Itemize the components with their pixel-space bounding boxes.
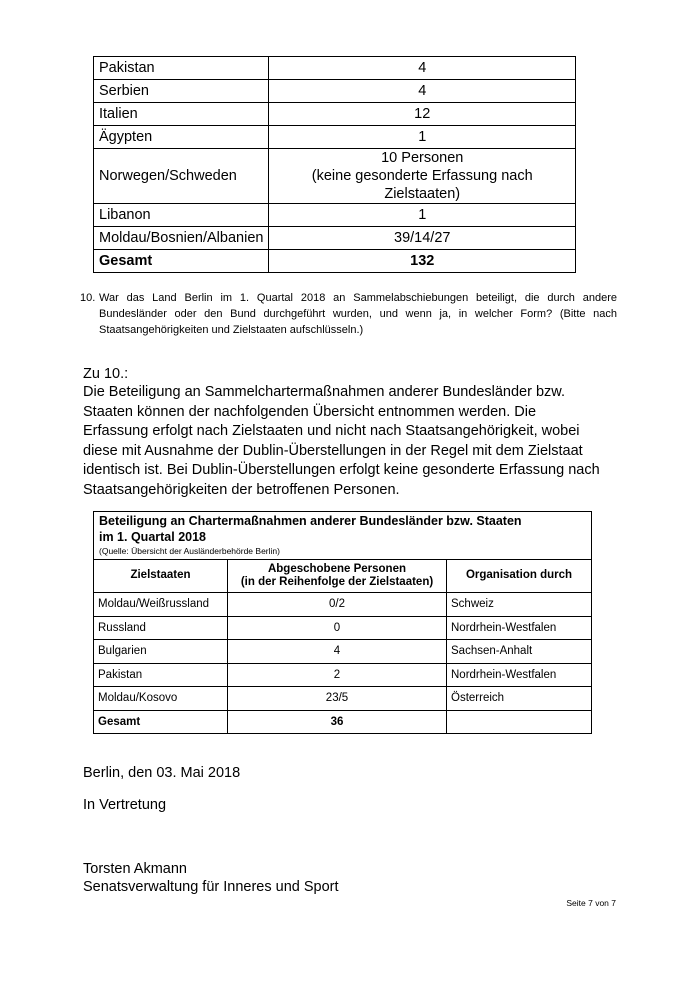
target-cell: Moldau/Kosovo <box>94 687 228 711</box>
table-row <box>94 80 576 103</box>
total-label: Gesamt <box>94 250 269 273</box>
header-zielstaaten: Zielstaaten <box>94 560 228 593</box>
total-value: 36 <box>228 710 447 734</box>
table-source: (Quelle: Übersicht der Ausländerbehörde Berlin) <box>99 546 280 556</box>
total-value: 132 <box>269 250 576 273</box>
target-cell: Bulgarien <box>94 640 228 664</box>
header-abgeschobene-line2: (in der Reihenfolge der Zielstaaten) <box>240 576 434 588</box>
country-cell: Pakistan <box>94 57 269 80</box>
table-row <box>94 616 592 640</box>
count-cell: 4 <box>269 57 576 80</box>
total-org <box>447 710 592 734</box>
count-cell <box>269 149 576 204</box>
persons-cell: 2 <box>228 663 447 687</box>
table-total-row <box>94 250 576 273</box>
table-title-line2: im 1. Quartal 2018 <box>99 529 207 544</box>
deputy-line: In Vertretung <box>83 797 167 813</box>
org-cell: Nordrhein-Westfalen <box>447 616 592 640</box>
org-cell: Österreich <box>447 687 592 711</box>
deportation-count-table <box>93 56 576 273</box>
signatory-name: Torsten Akmann <box>83 861 187 877</box>
header-abgeschobene-line1: Abgeschobene Personen <box>267 562 407 575</box>
count-cell: 12 <box>269 103 576 126</box>
table-row <box>94 227 576 250</box>
country-cell: Libanon <box>94 204 269 227</box>
table-caption-row <box>94 512 592 560</box>
org-cell: Sachsen-Anhalt <box>447 640 592 664</box>
question-text: War das Land Berlin im 1. Quartal 2018 an Sammelabschiebungen beteiligt, die durch andere Bundesländer oder den Bund durchgeführt wurden, und wenn ja, in welcher Form? (Bitte nach Staatsangehörigkeiten und Zielstaaten aufschlüsseln.) <box>99 292 617 336</box>
table-row <box>94 687 592 711</box>
count-cell: 39/14/27 <box>269 227 576 250</box>
persons-cell: 0/2 <box>228 593 447 617</box>
org-cell: Schweiz <box>447 593 592 617</box>
target-cell: Moldau/Weißrussland <box>94 593 228 617</box>
table-row <box>94 663 592 687</box>
table-row <box>94 640 592 664</box>
target-cell: Pakistan <box>94 663 228 687</box>
question-number: 10. <box>80 292 96 304</box>
target-cell: Russland <box>94 616 228 640</box>
count-value: 10 Personen <box>381 150 464 166</box>
count-cell: 1 <box>269 204 576 227</box>
table-caption <box>94 512 592 560</box>
table-row <box>94 103 576 126</box>
count-cell: 4 <box>269 80 576 103</box>
table-row <box>94 204 576 227</box>
persons-cell: 0 <box>228 616 447 640</box>
total-label: Gesamt <box>94 710 228 734</box>
signatory-office: Senatsverwaltung für Inneres und Sport <box>83 879 339 895</box>
persons-cell: 4 <box>228 640 447 664</box>
count-note: (keine gesonderte Erfassung nach Zielstaaten) <box>311 168 533 202</box>
table-total-row <box>94 710 592 734</box>
table-title-line1: Beteiligung an Chartermaßnahmen anderer Bundesländer bzw. Staaten <box>99 514 522 528</box>
table-row <box>94 593 592 617</box>
header-abgeschobene <box>228 560 447 593</box>
answer-paragraph: Die Beteiligung an Sammelchartermaßnahmen anderer Bundesländer bzw. Staaten können der nachfolgenden Übersicht entnommen werden. Die Erfassung erfolgt nach Zielstaaten und nicht nach Staatsangehörigkeit, wobei diese mit Ausnahme der Dublin-Überstellungen in der Regel mit dem Zielstaat identisch ist. Bei Dublin-Überstellungen erfolgt keine gesonderte Erfassung nach Staatsangehörigkeiten der betroffenen Personen. <box>83 384 600 498</box>
table-row <box>94 149 576 204</box>
charter-participation-table <box>93 511 592 734</box>
country-cell: Serbien <box>94 80 269 103</box>
count-cell: 1 <box>269 126 576 149</box>
country-cell: Moldau/Bosnien/Albanien <box>94 227 269 250</box>
org-cell: Nordrhein-Westfalen <box>447 663 592 687</box>
persons-cell: 23/5 <box>228 687 447 711</box>
question-10 <box>80 290 617 338</box>
country-cell: Norwegen/Schweden <box>94 149 269 204</box>
table-header-row <box>94 560 592 593</box>
header-organisation: Organisation durch <box>447 560 592 593</box>
page-number: Seite 7 von 7 <box>566 898 616 908</box>
table-row <box>94 57 576 80</box>
date-line: Berlin, den 03. Mai 2018 <box>83 765 241 781</box>
table-row <box>94 126 576 149</box>
answer-heading: Zu 10.: <box>83 366 129 382</box>
country-cell: Ägypten <box>94 126 269 149</box>
country-cell: Italien <box>94 103 269 126</box>
